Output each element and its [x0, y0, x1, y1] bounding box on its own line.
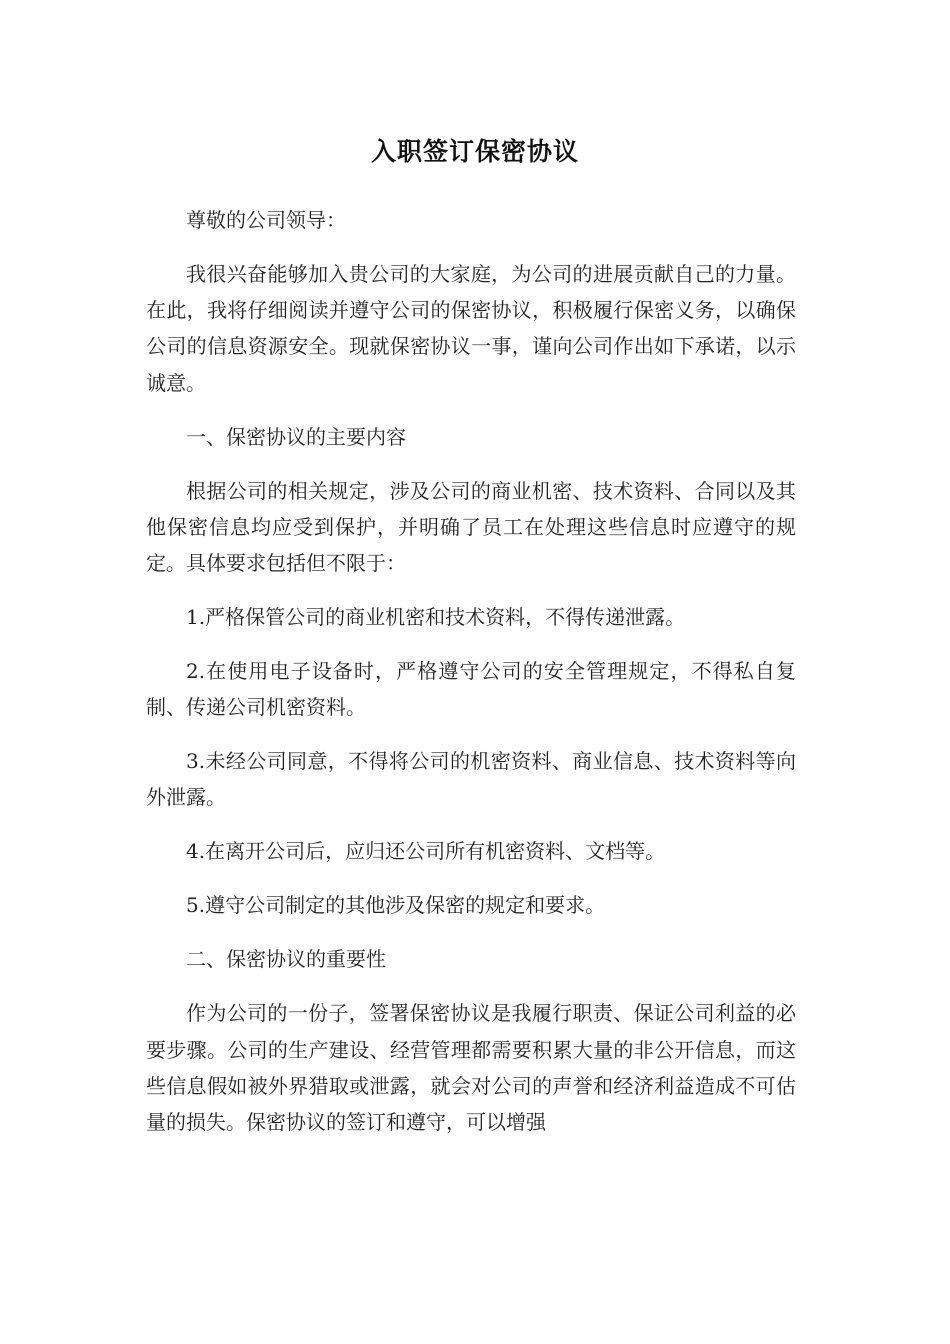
- list-item-5: 5.遵守公司制定的其他涉及保密的规定和要求。: [186, 893, 606, 918]
- section-heading-2: 二、保密协议的重要性: [186, 947, 386, 972]
- section-1-paragraph: 根据公司的相关规定，涉及公司的商业机密、技术资料、合同以及其他保密信息均应受到保护，并明确了员工在处理这些信息时应遵守的规定。具体要求包括但不限于：: [146, 478, 796, 576]
- list-item-1: 1.严格保管公司的商业机密和技术资料，不得传递泄露。: [186, 605, 686, 630]
- list-item-2: 2.在使用电子设备时，严格遵守公司的安全管理规定，不得私自复制、传递公司机密资料。: [146, 659, 796, 720]
- salutation: 尊敬的公司领导：: [186, 208, 346, 232]
- section-heading-1: 一、保密协议的主要内容: [186, 424, 406, 449]
- document-title: 入职签订保密协议: [370, 137, 579, 166]
- section-2-paragraph: 作为公司的一份子，签署保密协议是我履行职责、保证公司利益的必要步骤。公司的生产建设、经营管理都需要积累大量的非公开信息，而这些信息假如被外界猎取或泄露，就会对公司的声誉和经济利益造成不可估量的损失。保密协议的签订和遵守，可以增强: [146, 1001, 796, 1135]
- list-item-4: 4.在离开公司后，应归还公司所有机密资料、文档等。: [186, 839, 666, 864]
- document-body: [146, 202, 796, 1158]
- list-item-3: 3.未经公司同意，不得将公司的机密资料、商业信息、技术资料等向外泄露。: [146, 749, 796, 810]
- intro-paragraph: 我很兴奋能够加入贵公司的大家庭，为公司的进展贡献自己的力量。在此，我将仔细阅读并遵守公司的保密协议，积极履行保密义务，以确保公司的信息资源安全。现就保密协议一事，谨向公司作出如下承诺，以示诚意。: [146, 262, 796, 395]
